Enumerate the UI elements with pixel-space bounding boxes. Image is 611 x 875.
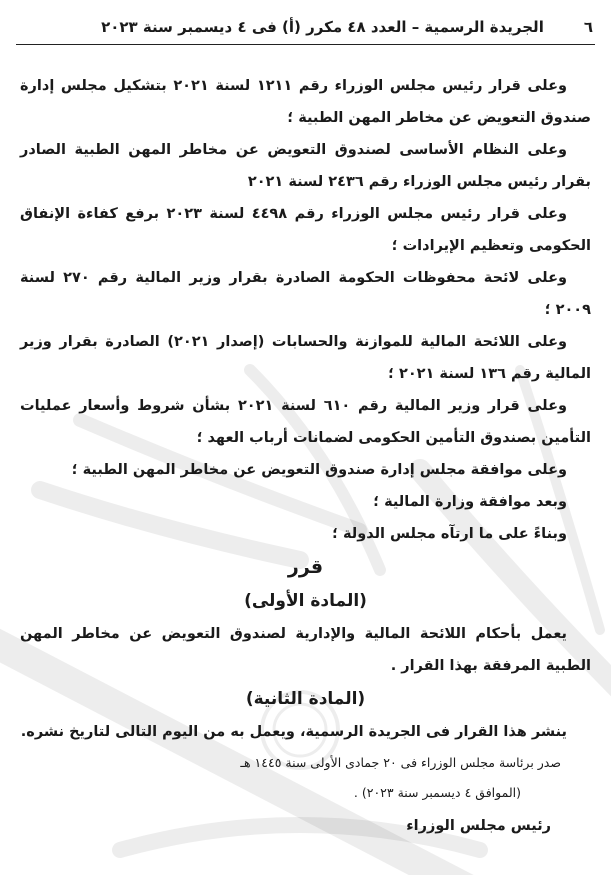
preamble-paragraph: وعلى النظام الأساسى لصندوق التعويض عن مخاطر المهن الطبية الصادر بقرار رئيس مجلس الوزراء رقم ٢٤٣٦ لسنة ٢٠٢١: [20, 142, 591, 190]
page-header: [18, 12, 593, 42]
closing-line: وبناءً على ما ارتآه مجلس الدولة ؛: [332, 526, 567, 542]
preamble-paragraph: وعلى قرار وزير المالية رقم ٦١٠ لسنة ٢٠٢١ بشأن شروط وأسعار عمليات التأمين بصندوق التأمين الحكومى لضمانات أرباب العهد ؛: [20, 398, 591, 446]
preamble-paragraph: وعلى قرار رئيس مجلس الوزراء رقم ٤٤٩٨ لسنة ٢٠٢٣ برفع كفاءة الإنفاق الحكومى وتعظيم الإيرادات ؛: [20, 206, 591, 254]
issued-line: صدر برئاسة مجلس الوزراء فى ٢٠ جمادى الأولى سنة ١٤٤٥ هـ: [240, 755, 561, 770]
decree-body: [20, 70, 591, 844]
preamble-paragraph: وعلى قرار رئيس مجلس الوزراء رقم ١٢١١ لسنة ٢٠٢١ بتشكيل مجلس إدارة صندوق التعويض عن مخاطر المهن الطبية ؛: [20, 78, 591, 126]
closing-line: وعلى موافقة مجلس إدارة صندوق التعويض عن مخاطر المهن الطبية ؛: [71, 462, 567, 478]
page-number: ٦: [583, 18, 593, 36]
header-divider: [16, 44, 595, 45]
article-2-title: (المادة الثانية): [245, 689, 366, 709]
preamble-paragraph: وعلى اللائحة المالية للموازنة والحسابات (إصدار ٢٠٢١) الصادرة بقرار وزير المالية رقم ١٣٦ لسنة ٢٠٢١ ؛: [20, 334, 591, 382]
preamble-paragraph: وعلى لائحة محفوظات الحكومة الصادرة بقرار وزير المالية رقم ٢٧٠ لسنة ٢٠٠٩ ؛: [20, 270, 591, 318]
closing-line: وبعد موافقة وزارة المالية ؛: [373, 494, 567, 510]
article-2-text: ينشر هذا القرار فى الجريدة الرسمية، ويعمل به من اليوم التالى لتاريخ نشره.: [20, 724, 567, 740]
issued-gregorian-date: (الموافق ٤ ديسمبر سنة ٢٠٢٣) .: [353, 785, 521, 800]
article-1-title: (المادة الأولى): [244, 591, 367, 611]
gazette-title: الجريدة الرسمية – العدد ٤٨ مكرر (أ) فى ٤ ديسمبر سنة ٢٠٢٣: [101, 18, 544, 36]
article-1-text: يعمل بأحكام اللائحة المالية والإدارية لصندوق التعويض عن مخاطر المهن الطبية المرفقة بهذا القرار .: [20, 626, 591, 674]
signature-title: رئيس مجلس الوزراء: [406, 818, 551, 834]
decision-heading: قرر: [287, 556, 324, 578]
